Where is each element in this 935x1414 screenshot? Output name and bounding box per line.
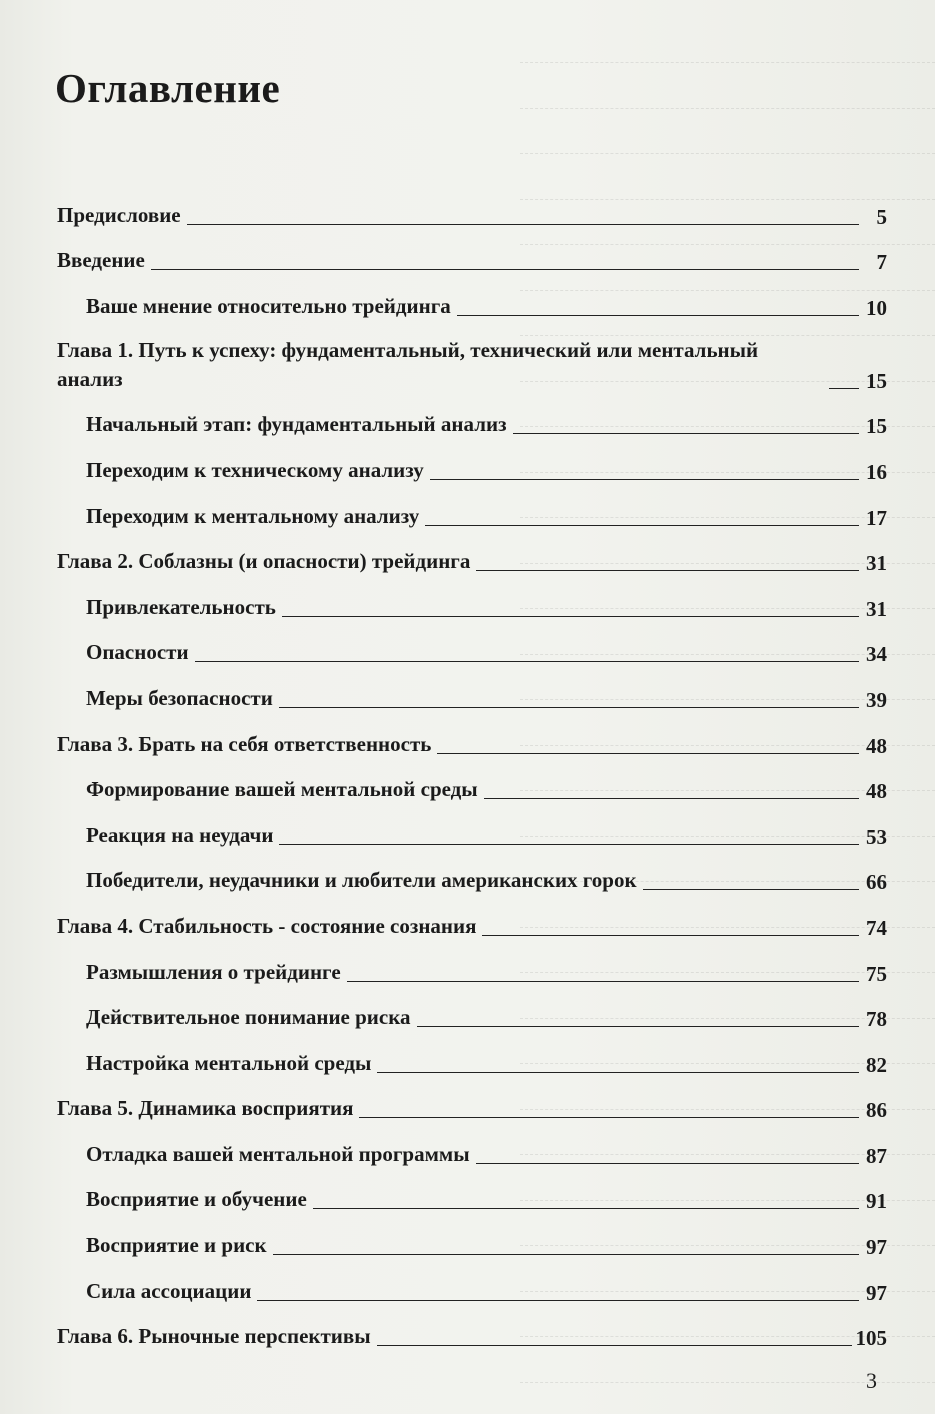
toc-subentry <box>57 445 887 491</box>
toc-leader-line <box>476 1163 859 1164</box>
toc-entry-title: Победители, неудачники и любители американских горок <box>86 868 637 893</box>
toc-leader-line <box>643 889 859 890</box>
toc-entry-page: 31 <box>866 551 887 576</box>
toc-subentry <box>57 765 887 811</box>
toc-entry <box>57 236 887 282</box>
toc-entry-page: 82 <box>866 1052 887 1077</box>
toc-subentry <box>57 1129 887 1175</box>
toc-leader-line <box>313 1208 859 1209</box>
toc-subentry <box>57 1038 887 1084</box>
toc-leader-line <box>484 798 859 799</box>
toc-entry-page: 48 <box>866 733 887 758</box>
toc-subentry <box>57 947 887 993</box>
toc-entry-title: Отладка вашей ментальной программы <box>86 1141 470 1166</box>
toc-leader-line <box>377 1345 852 1346</box>
toc-entry-title: Привлекательность <box>86 594 276 619</box>
toc-subentry <box>57 400 887 446</box>
toc-entry-page: 87 <box>866 1143 887 1168</box>
toc-entry <box>57 190 887 236</box>
toc-subentry <box>57 810 887 856</box>
toc-entry-page: 91 <box>866 1189 887 1214</box>
toc-subentry <box>57 1220 887 1266</box>
toc-entry-title: Восприятие и риск <box>86 1233 267 1258</box>
toc-entry-page: 78 <box>866 1007 887 1032</box>
toc-leader-line <box>425 525 859 526</box>
page-title: Оглавление <box>55 65 281 111</box>
toc-leader-line <box>513 433 859 434</box>
toc-leader-line <box>257 1300 859 1301</box>
toc-entry-title: Введение <box>57 248 145 273</box>
toc-entry <box>57 1312 887 1358</box>
toc-entry-page: 86 <box>866 1098 887 1123</box>
toc-entry-title: Глава 4. Стабильность - состояние сознания <box>57 913 477 938</box>
toc-subentry <box>57 856 887 902</box>
bleed-through-line <box>520 151 935 154</box>
bleed-through-line <box>520 106 935 109</box>
toc-entry-title: Меры безопасности <box>86 685 273 710</box>
toc-entry-page: 5 <box>876 204 887 229</box>
toc-entry-title: Предисловие <box>57 202 181 227</box>
bleed-through-line <box>520 60 935 63</box>
toc-subentry <box>57 628 887 674</box>
toc-leader-line <box>476 570 859 571</box>
toc-leader-line <box>482 935 859 936</box>
toc-subentry <box>57 673 887 719</box>
toc-entry-title: Опасности <box>86 640 189 665</box>
toc-leader-line <box>417 1026 859 1027</box>
toc-entry-title: Глава 6. Рыночные перспективы <box>57 1324 371 1349</box>
toc-entry-page: 97 <box>866 1280 887 1305</box>
toc-entry <box>57 537 887 583</box>
toc-subentry <box>57 281 887 327</box>
toc-entry-page: 16 <box>866 459 887 484</box>
toc-entry-title: Переходим к ментальному анализу <box>86 503 420 528</box>
toc-entry-page: 7 <box>876 250 887 275</box>
toc-subentry <box>57 993 887 1039</box>
toc-leader-line <box>347 981 859 982</box>
toc-leader-line <box>195 661 859 662</box>
toc-leader-line <box>187 224 859 225</box>
toc-entry <box>57 327 887 400</box>
toc-entry-page: 39 <box>866 687 887 712</box>
toc-subentry <box>57 491 887 537</box>
toc-entry-title: Глава 5. Динамика восприятия <box>57 1096 354 1121</box>
toc-entry-title: Глава 3. Брать на себя ответственность <box>57 731 432 756</box>
toc-leader-line <box>151 269 859 270</box>
page-number: 3 <box>866 1368 877 1393</box>
toc-entry-title: Глава 2. Соблазны (и опасности) трейдинга <box>57 549 471 574</box>
toc-leader-line <box>279 707 859 708</box>
toc-leader-line <box>457 315 859 316</box>
toc-entry-title: Начальный этап: фундаментальный анализ <box>86 412 507 437</box>
toc-leader-line <box>437 753 859 754</box>
toc-entry-title: Размышления о трейдинге <box>86 959 341 984</box>
toc-entry-title: Действительное понимание риска <box>86 1005 411 1030</box>
toc-entry <box>57 719 887 765</box>
toc-leader-line <box>282 616 859 617</box>
toc-leader-line <box>430 479 859 480</box>
toc-leader-line <box>377 1072 859 1073</box>
toc-entry-title: Настройка ментальной среды <box>86 1050 372 1075</box>
toc-entry-title: Формирование вашей ментальной среды <box>86 777 478 802</box>
toc-entry-page: 66 <box>866 870 887 895</box>
toc-entry-title: Глава 1. Путь к успеху: фундаментальный, технический или ментальный анализ <box>57 337 759 391</box>
table-of-contents <box>57 190 887 1357</box>
toc-entry-title: Восприятие и обучение <box>86 1187 307 1212</box>
toc-entry-title: Реакция на неудачи <box>86 822 274 847</box>
toc-entry <box>57 901 887 947</box>
toc-leader-line <box>273 1254 859 1255</box>
toc-entry-page: 34 <box>866 642 887 667</box>
toc-entry-title: Сила ассоциации <box>86 1278 252 1303</box>
toc-entry-page: 75 <box>866 961 887 986</box>
toc-entry-page: 15 <box>866 414 887 439</box>
toc-entry-title: Ваше мнение относительно трейдинга <box>86 293 451 318</box>
toc-leader-line <box>279 844 859 845</box>
toc-leader-line <box>359 1117 859 1118</box>
toc-entry-page: 48 <box>866 779 887 804</box>
toc-leader-line <box>829 388 859 389</box>
toc-entry <box>57 1084 887 1130</box>
toc-entry-page: 97 <box>866 1235 887 1260</box>
toc-subentry <box>57 582 887 628</box>
toc-entry-page: 31 <box>866 596 887 621</box>
toc-subentry <box>57 1266 887 1312</box>
toc-subentry <box>57 1175 887 1221</box>
toc-entry-page: 74 <box>866 915 887 940</box>
toc-entry-page: 10 <box>866 295 887 320</box>
toc-entry-page: 15 <box>866 368 887 393</box>
toc-entry-title: Переходим к техническому анализу <box>86 457 424 482</box>
toc-entry-page: 17 <box>866 505 887 530</box>
toc-entry-page: 105 <box>855 1326 887 1351</box>
toc-entry-page: 53 <box>866 824 887 849</box>
